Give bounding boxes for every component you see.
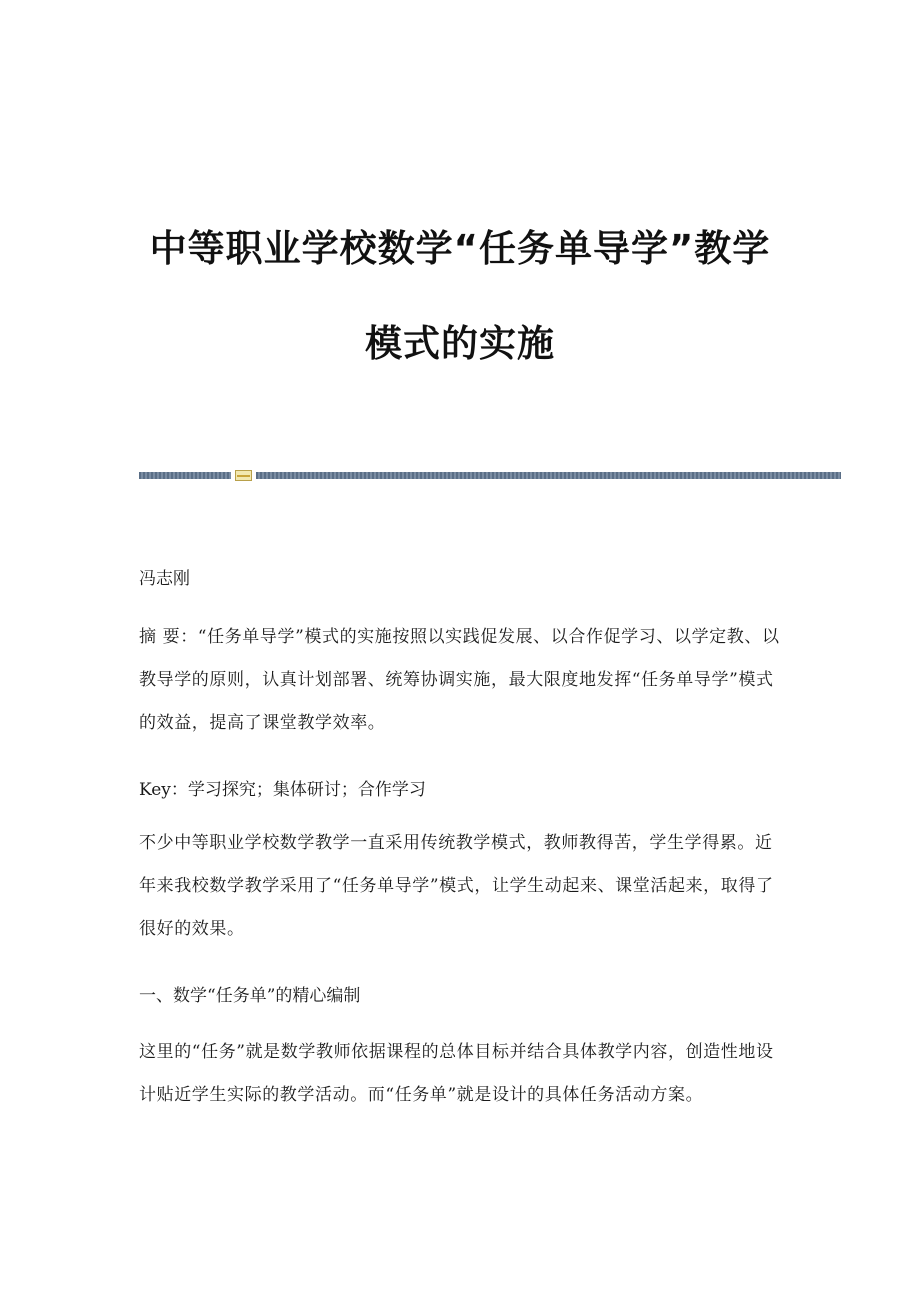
author-name: 冯志刚 bbox=[139, 569, 190, 589]
title-divider bbox=[139, 470, 841, 480]
document-title-line-2: 模式的实施 bbox=[365, 322, 555, 365]
divider-ornament-icon bbox=[235, 470, 252, 481]
body-paragraph-1: 不少中等职业学校数学教学一直采用传统教学模式，教师教得苦，学生学得累。近年来我校数学教学采用了“任务单导学”模式，让学生动起来、课堂活起来，取得了很好的效果。 bbox=[139, 833, 774, 939]
divider-bar-right bbox=[256, 472, 841, 479]
section-heading-1: 一、数学“任务单”的精心编制 bbox=[139, 986, 361, 1006]
document-title-line-1: 中等职业学校数学“任务单导学”教学 bbox=[149, 227, 771, 270]
keywords-line: Key：学习探究；集体研讨；合作学习 bbox=[139, 780, 426, 800]
abstract-paragraph: 摘 要：“任务单导学”模式的实施按照以实践促发展、以合作促学习、以学定教、以教导学的原则，认真计划部署、统筹协调实施，最大限度地发挥“任务单导学”模式的效益，提高了课堂教学效率。 bbox=[139, 627, 780, 733]
divider-bar-left bbox=[139, 472, 231, 479]
body-paragraph-2: 这里的“任务”就是数学教师依据课程的总体目标并结合具体教学内容，创造性地设计贴近学生实际的教学活动。而“任务单”就是设计的具体任务活动方案。 bbox=[139, 1042, 774, 1105]
